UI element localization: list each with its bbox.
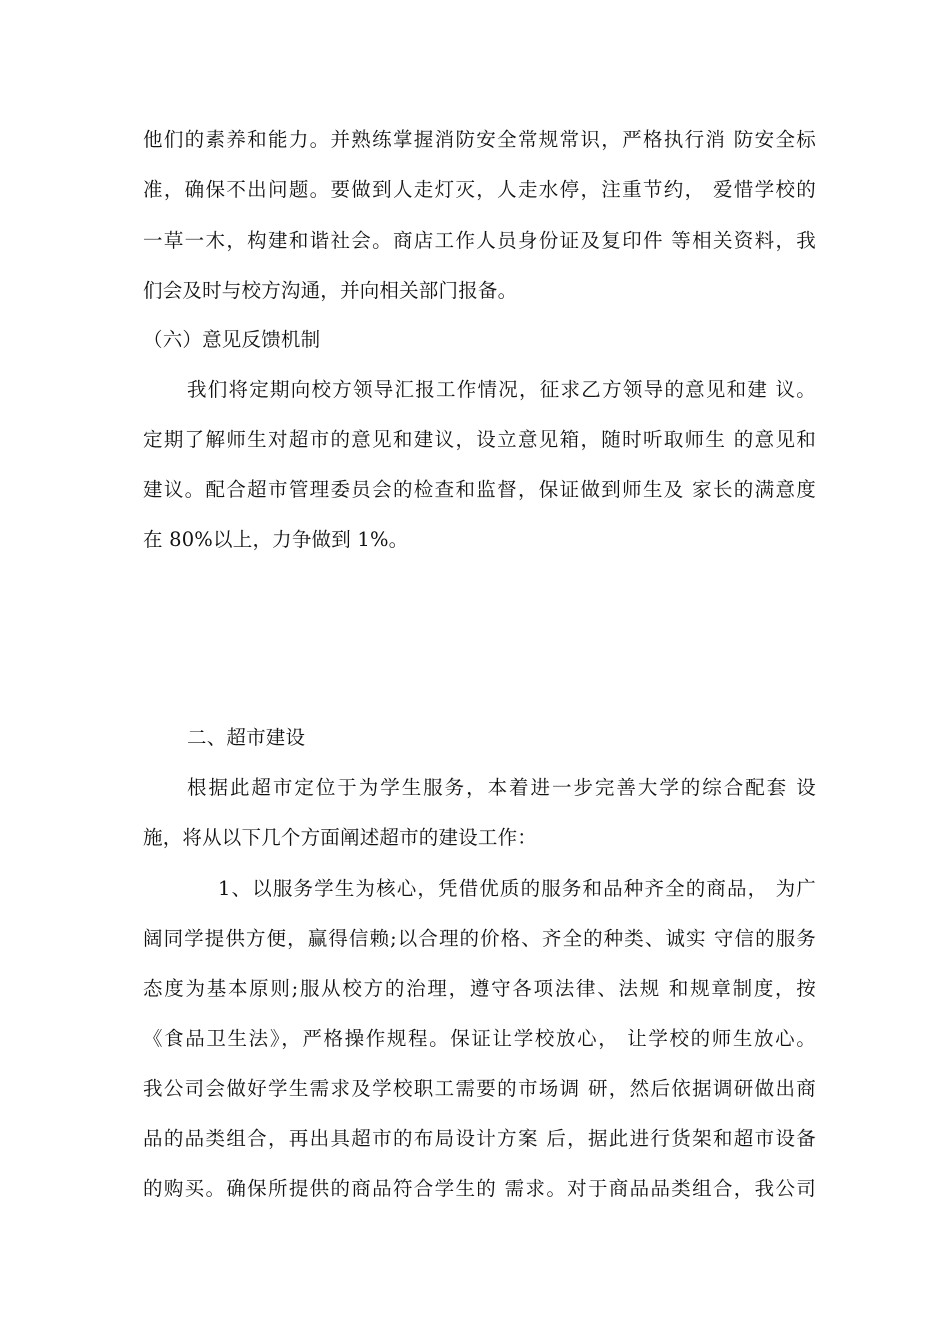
paragraph-line: 阔同学提供方便，赢得信赖;以合理的价格、齐全的种类、诚实 守信的服务 [143, 927, 816, 950]
paragraph-line: 准，确保不出问题。要做到人走灯灭，人走水停，注重节约， 爱惜学校的 [143, 178, 816, 201]
paragraph-line: 态度为基本原则;服从校方的治理，遵守各项法律、法规 和规章制度，按 [143, 977, 816, 1000]
paragraph-line: 我公司会做好学生需求及学校职工需要的市场调 研，然后依据调研做出商 [143, 1077, 816, 1100]
paragraph-line: 在 80%以上，力争做到 1%。 [143, 528, 409, 551]
paragraph-line: 《食品卫生法》，严格操作规程。保证让学校放心， 让学校的师生放心。 [143, 1027, 816, 1050]
paragraph-line: 1、以服务学生为核心，凭借优质的服务和品种齐全的商品， 为广 [218, 877, 816, 900]
paragraph-line: 施，将从以下几个方面阐述超市的建设工作： [143, 826, 538, 849]
paragraph-line: 他们的素养和能力。并熟练掌握消防安全常规常识，严格执行消 防安全标 [143, 128, 816, 151]
chapter-heading: 二、超市建设 [187, 726, 306, 749]
paragraph-line: 定期了解师生对超市的意见和建议，设立意见箱，随时听取师生 的意见和 [143, 428, 816, 451]
paragraph-line: 的购买。确保所提供的商品符合学生的 需求。对于商品品类组合，我公司 [143, 1177, 816, 1200]
paragraph-line: 根据此超市定位于为学生服务，本着进一步完善大学的综合配套 设 [187, 776, 816, 799]
paragraph-line: 品的品类组合，再出具超市的布局设计方案 后，据此进行货架和超市设备 [143, 1127, 816, 1150]
paragraph-line: 一草一木，构建和谐社会。商店工作人员身份证及复印件 等相关资料，我 [143, 229, 816, 252]
paragraph-line: 我们将定期向校方领导汇报工作情况，征求乙方领导的意见和建 议。 [187, 378, 816, 401]
paragraph-line: 们会及时与校方沟通，并向相关部门报备。 [143, 279, 518, 302]
paragraph-line: 建议。配合超市管理委员会的检查和监督，保证做到师生及 家长的满意度 [143, 478, 816, 501]
section-heading: （六）意见反馈机制 [143, 328, 321, 351]
